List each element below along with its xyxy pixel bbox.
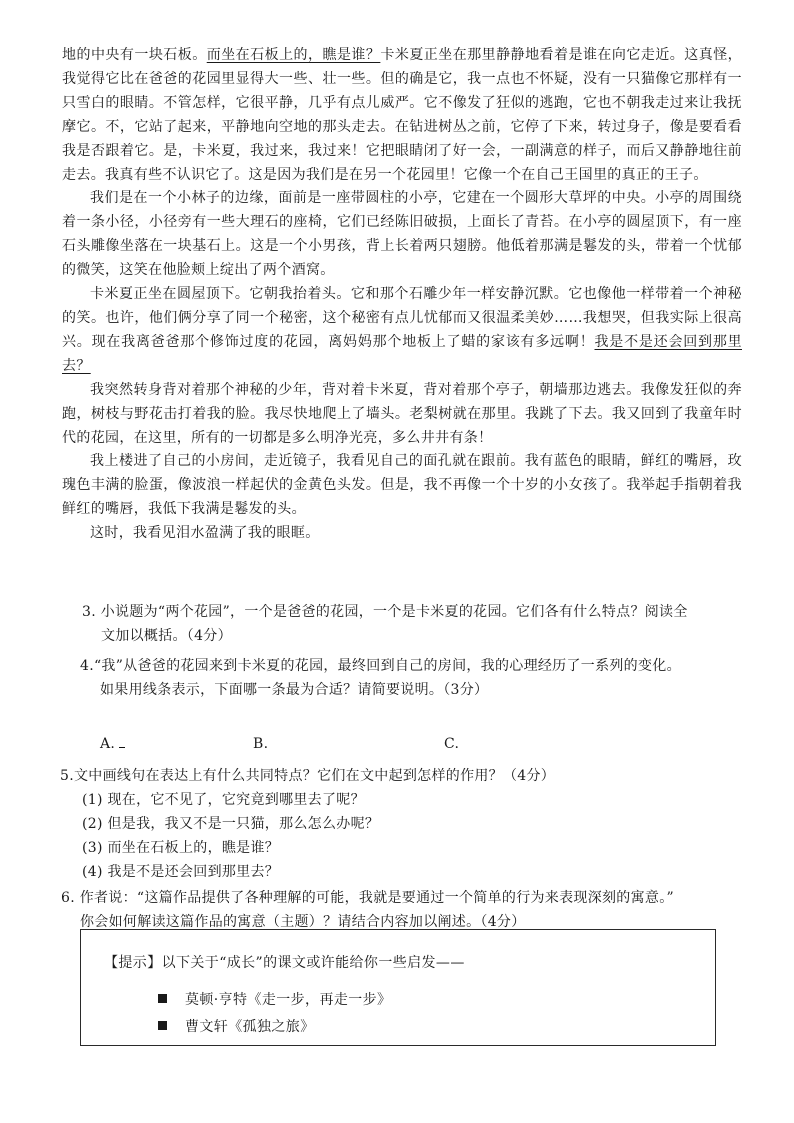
question-3-line1: 小说题为“两个花园”，一个是爸爸的花园，一个是卡米夏的花园。它们各有什么特点？阅读全 xyxy=(100,604,688,620)
hint-item xyxy=(158,989,391,1009)
question-5-item: (1) 现在，它不见了，它究竟到哪里去了呢？ xyxy=(82,792,365,808)
question-5-item: (2) 但是我，我又不是一只猫，那么怎么办呢？ xyxy=(82,816,380,832)
passage-paragraph xyxy=(62,522,742,546)
question-list xyxy=(60,600,750,934)
passage-text: 我们是在一个小林子的边缘，面前是一座带圆柱的小亭，它建在一个圆形大草坪的中央。小亭的周围绕着一条小径，小径旁有一些大理石的座椅，它们已经陈旧破损，上面长了青苔。在小亭的圆屋顶下，有一座石头雕像坐落在一块基石上。这是一个小男孩，背上长着两只翅膀。他低着那满是鬈发的头，带着一个忧郁的微笑，这笑在他脸颊上绽出了两个酒窝。 xyxy=(62,190,742,279)
question-5-line1: 文中画线句在表达上有什么共同特点？它们在文中起到怎样的作用？（4分） xyxy=(73,768,556,784)
reading-passage xyxy=(62,44,742,546)
passage-text: 卡米夏正坐在那里静静地看着是谁在向它走近。这真怪，我觉得它比在爸爸的花园里显得大一些、壮一些。但的确是它，我一点也不怀疑，没有一只猫像它那样有一只雪白的眼睛。不管怎样，它很平静，几乎有点儿威严。它不像发了狂似的逃跑，它也不朝我走过来让我抚摩它。不，它站了起来，平静地向空地的那头走去。在钻进树丛之前，它停了下来，转过身子，像是要看看我是否跟着它。是，卡米夏，我过来，我过来！它把眼睛闭了好一会，一副满意的样子，而后又静静地往前走去。我真有些不认识它了。这是因为我们是在另一个花园里！它像一个在自己王国里的真正的王子。 xyxy=(62,47,743,183)
passage-paragraph xyxy=(62,187,742,283)
question-5-number: 5. xyxy=(60,768,74,784)
passage-text: 我突然转身背对着那个神秘的少年，背对着卡米夏，背对着那个亭子，朝墙那边逃去。我像发狂似的奔跑，树枝与野花击打着我的脸。我尽快地爬上了墙头。老梨树就在那里。我跳了下去。我又回到了我童年时代的花园，在这里，所有的一切都是多么明净光亮，多么井井有条！ xyxy=(62,381,742,446)
option-c-label: C. xyxy=(444,736,460,752)
option-b-label: B. xyxy=(253,736,269,752)
question-4-line2: 如果用线条表示，下面哪一条最为合适？请简要说明。（3分） xyxy=(100,682,489,698)
option-b[interactable] xyxy=(253,732,268,756)
question-3 xyxy=(60,600,750,648)
question-5-items xyxy=(60,788,750,884)
passage-paragraph xyxy=(62,379,742,451)
passage-text: 我上楼进了自己的小房间，走近镜子，我看见自己的面孔就在跟前。我有蓝色的眼睛，鲜红的嘴唇，玫瑰色丰满的脸蛋，像波浪一样起伏的金黄色头发。但是，我不再像一个十岁的小女孩了。我举起手指朝着我鲜红的嘴唇，我低下我满是鬈发的头。 xyxy=(62,453,742,518)
question-4-line1: “我”从爸爸的花园来到卡米夏的花园，最终回到自己的房间，我的心理经历了一系列的变化。 xyxy=(93,658,681,674)
question-6 xyxy=(60,886,750,934)
passage-paragraph xyxy=(62,450,742,522)
hint-box xyxy=(80,929,716,1046)
underlined-sentence: 我是不是还会回到那里去？ xyxy=(62,333,742,374)
question-6-number: 6. xyxy=(61,890,75,906)
question-4 xyxy=(60,654,750,752)
passage-paragraph xyxy=(62,283,742,379)
hint-item-text: 曹文轩《孤独之旅》 xyxy=(185,1019,315,1035)
question-5-item: (4) 我是不是还会回到那里去？ xyxy=(82,864,280,880)
question-6-line2: 你会如何解读这篇作品的寓意（主题）？请结合内容加以阐述。（4分） xyxy=(80,914,526,930)
question-5-item: (3) 而坐在石板上的，瞧是谁？ xyxy=(82,840,280,856)
passage-text: 地的中央有一块石板。 xyxy=(62,47,207,63)
question-3-number: 3. xyxy=(82,604,96,620)
option-a-line-mark xyxy=(119,737,125,748)
question-5 xyxy=(60,764,750,884)
passage-text: 卡米夏正坐在圆屋顶下。它朝我抬着头。它和那个石雕少年一样安静沉默。它也像他一样带着一个神秘的笑。也许，他们俩分享了同一个秘密，这个秘密有点儿忧郁而又很温柔美妙……我想哭，但我实际上很高兴。现在我离爸爸那个修饰过度的花园，离妈妈那个地板上了蜡的家该有多远啊！ xyxy=(62,286,742,350)
question-3-line2: 文加以概括。（4分） xyxy=(101,628,232,644)
underlined-sentence: 而坐在石板上的，瞧是谁？ xyxy=(206,47,381,63)
question-4-options xyxy=(60,706,750,752)
option-a[interactable] xyxy=(100,732,125,756)
square-bullet-icon xyxy=(158,994,167,1003)
square-bullet-icon xyxy=(158,1021,167,1030)
passage-paragraph xyxy=(62,44,742,187)
hint-heading: 【提示】以下关于“成长”的课文或许能给你一些启发—— xyxy=(104,955,465,971)
passage-text: 这时，我看见泪水盈满了我的眼眶。 xyxy=(90,525,320,542)
hint-item xyxy=(158,1016,315,1036)
option-a-label: A. xyxy=(100,736,116,752)
option-c[interactable] xyxy=(444,732,459,756)
hint-item-text: 莫顿·亨特《走一步，再走一步》 xyxy=(185,992,392,1008)
question-6-line1: 作者说：“这篇作品提供了各种理解的可能，我就是要通过一个简单的行为来表现深刻的寓意。” xyxy=(79,890,674,906)
question-4-number: 4. xyxy=(80,658,94,674)
